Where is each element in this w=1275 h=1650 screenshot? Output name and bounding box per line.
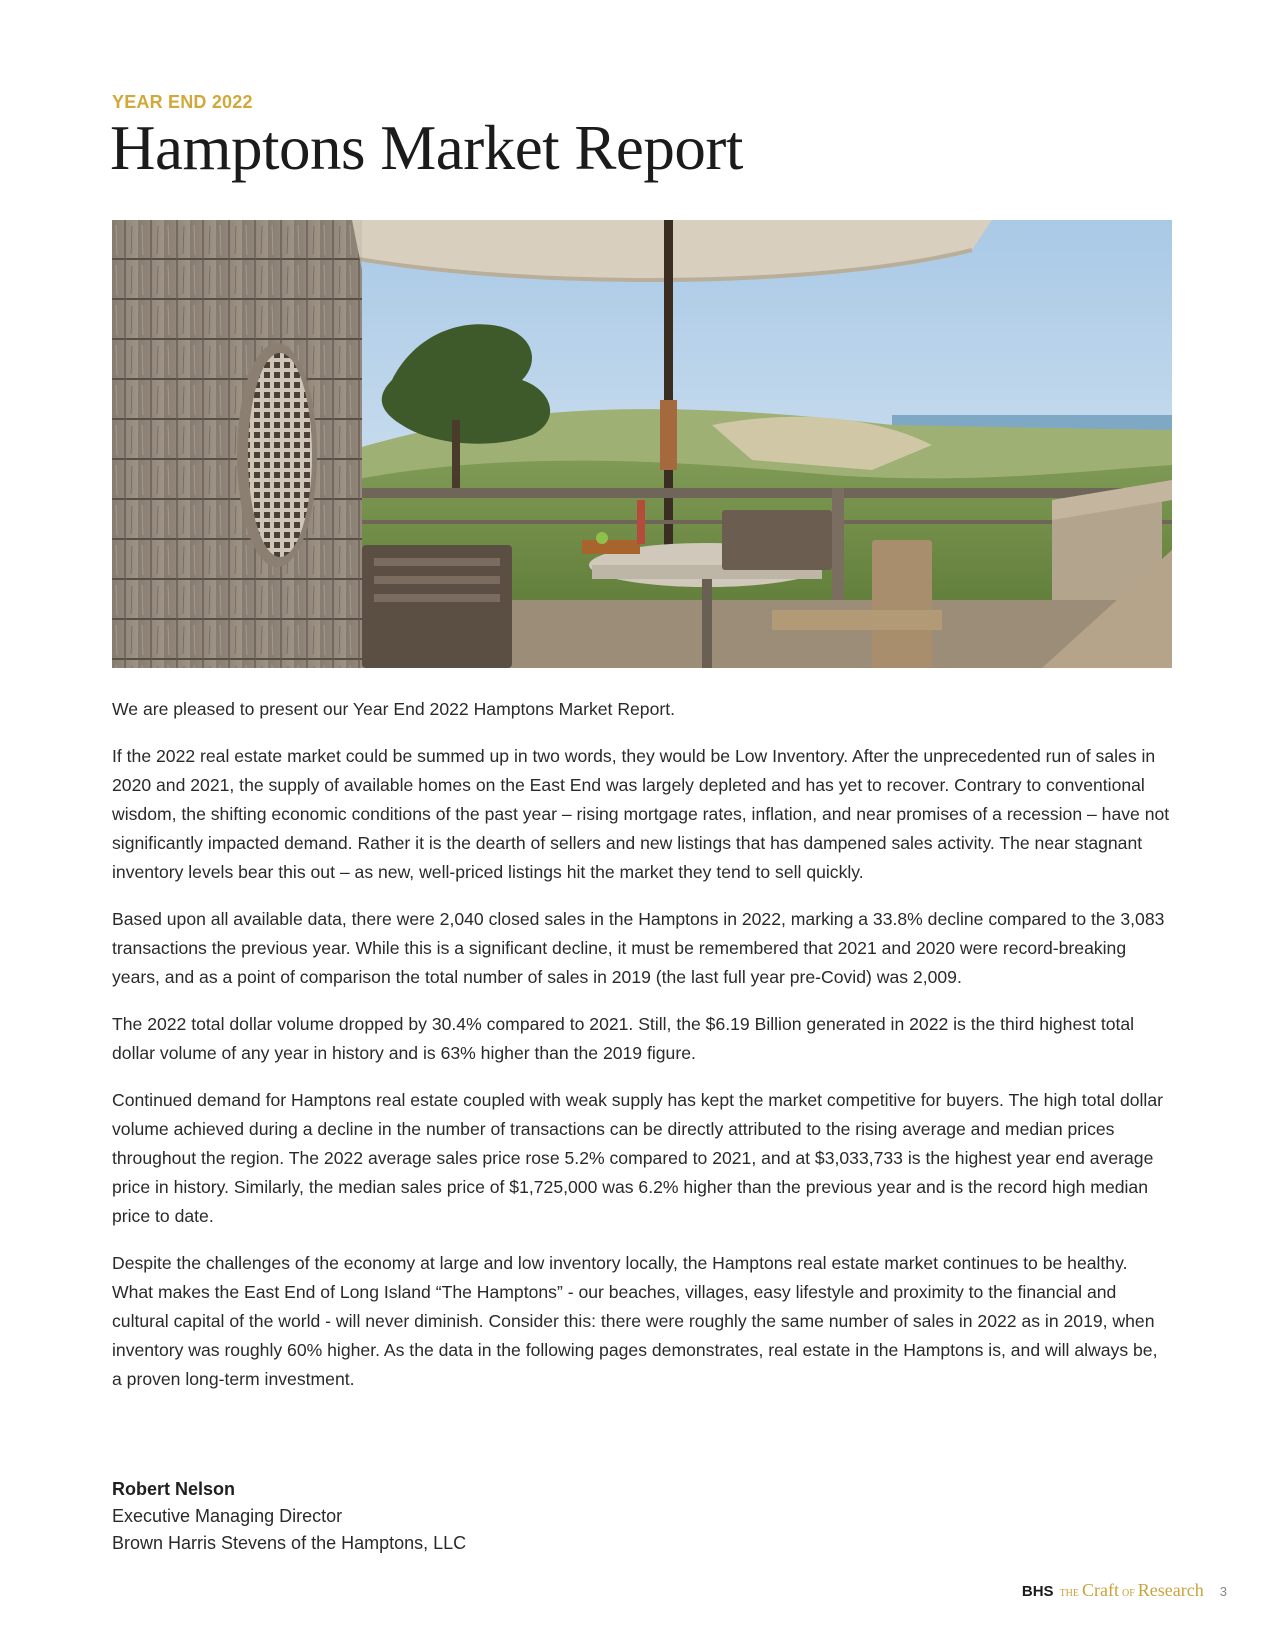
paragraph-intro: We are pleased to present our Year End 2022 Hamptons Market Report. [112,699,676,719]
hero-photo [112,220,1172,668]
paragraph-closed-sales: Based upon all available data, there were 2,040 closed sales in the Hamptons in 2022, marking a 33.8% decline compared to the 3,083 transactions the previous year. While this is a significant decline, it must be remembered that 2021 and 2020 were record-breaking years, and as a point of comparison the total number of sales in 2019 (the last full year pre-Covid) was 2,009. [112,909,1165,987]
brand-tagline-craft: Craft [1082,1580,1119,1600]
brand-tagline-research: Research [1137,1580,1204,1600]
body-text [112,695,1172,1412]
paragraph-dollar-volume: The 2022 total dollar volume dropped by 30.4% compared to 2021. Still, the $6.19 Billion generated in 2022 is the third highest total dollar volume of any year in history and is 63% higher than the 2019 figure. [112,1014,1135,1063]
signature-block [112,1476,466,1557]
paragraph-low-inventory: If the 2022 real estate market could be summed up in two words, they would be Low Inventory. After the unprecedented run of sales in 2020 and 2021, the supply of available homes on the East End was largely depleted and has yet to recover. Contrary to conventional wisdom, the shifting economic conditions of the past year – rising mortgage rates, inflation, and near promises of a recession – have not significantly impacted demand. Rather it is the dearth of sellers and new listings that has dampened sales activity. The near stagnant inventory levels bear this out – as new, well-priced listings hit the market they tend to sell quickly. [112,746,1170,882]
page-number: 3 [1219,1584,1227,1599]
page-title: Hamptons Market Report [110,113,743,183]
brand-logo-bhs: BHS [1021,1583,1054,1600]
hero-photo-icon [112,220,1172,668]
signature-role: Executive Managing Director [112,1506,343,1526]
paragraph-prices: Continued demand for Hamptons real estate coupled with weak supply has kept the market competitive for buyers. The high total dollar volume achieved during a decline in the number of transactions can be directly attributed to the rising average and median prices throughout the region. The 2022 average sales price rose 5.2% compared to 2021, and at $3,033,733 is the highest year end average price in history. Similarly, the median sales price of $1,725,000 was 6.2% higher than the previous year and is the record high median price to date. [112,1090,1163,1226]
signature-company: Brown Harris Stevens of the Hamptons, LLC [112,1533,467,1553]
brand-tagline-the: THE [1059,1588,1080,1599]
brand-tagline-of: OF [1122,1588,1135,1599]
paragraph-outlook: Despite the challenges of the economy at large and low inventory locally, the Hamptons real estate market continues to be healthy. What makes the East End of Long Island “The Hamptons” - our beaches, villages, easy lifestyle and proximity to the financial and cultural capital of the world - will never diminish. Consider this: there were roughly the same number of sales in 2022 as in 2019, when inventory was roughly 60% higher. As the data in the following pages demonstrates, real estate in the Hamptons is, and will always be, a proven long-term investment. [112,1253,1158,1389]
signature-name: Robert Nelson [112,1479,236,1499]
footer [1022,1580,1227,1601]
report-eyebrow: YEAR END 2022 [112,92,253,112]
